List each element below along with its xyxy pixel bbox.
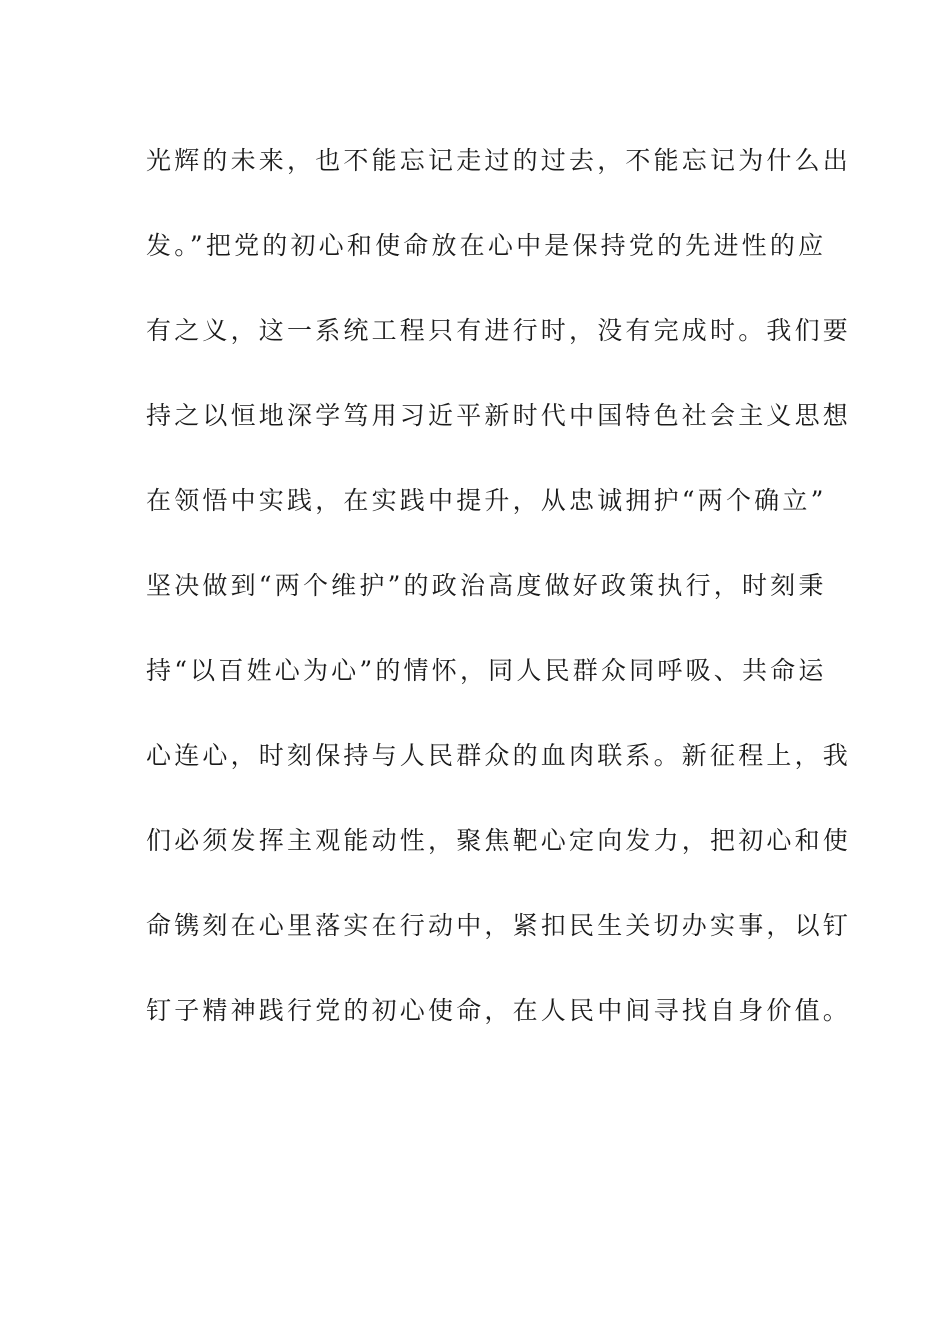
paragraph-line-11: 钉子精神践行党的初心使命，在人民中间寻找自身价值。 xyxy=(146,996,852,1025)
paragraph-line-7: 持“以百姓心为心”的情怀，同人民群众同呼吸、共命运 xyxy=(146,656,827,685)
paragraph-line-9: 们必须发挥主观能动性，聚焦靶心定向发力，把初心和使 xyxy=(146,826,852,855)
paragraph-line-1: 光辉的未来，也不能忘记走过的过去，不能忘记为什么出 xyxy=(146,146,852,175)
paragraph-line-8: 心连心，时刻保持与人民群众的血肉联系。新征程上，我 xyxy=(146,741,852,770)
paragraph-line-6: 坚决做到“两个维护”的政治高度做好政策执行，时刻秉 xyxy=(146,571,827,600)
paragraph-line-4: 持之以恒地深学笃用习近平新时代中国特色社会主义思想 xyxy=(146,401,852,430)
paragraph-line-2: 发。”把党的初心和使命放在心中是保持党的先进性的应 xyxy=(146,231,827,260)
paragraph-line-3: 有之义，这一系统工程只有进行时，没有完成时。我们要 xyxy=(146,316,852,345)
paragraph-line-10: 命镌刻在心里落实在行动中，紧扣民生关切办实事，以钉 xyxy=(146,911,852,940)
paragraph-line-5: 在领悟中实践，在实践中提升，从忠诚拥护“两个确立” xyxy=(146,486,827,515)
body-paragraph xyxy=(146,141,852,1076)
